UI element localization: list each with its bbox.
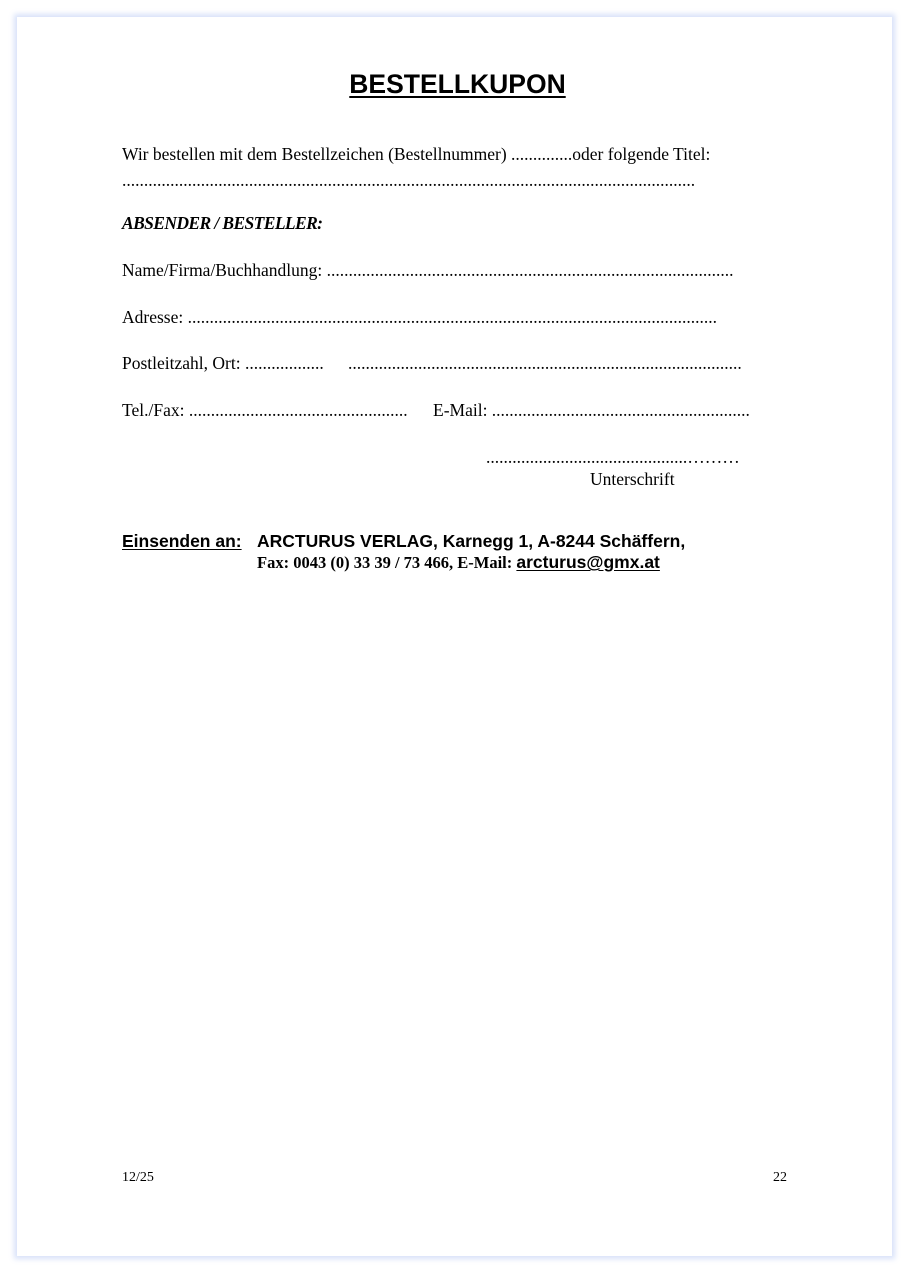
signature-label: Unterschrift [590, 469, 675, 489]
city-field: .......................................................................................... [348, 353, 742, 373]
publisher-email-link[interactable]: arcturus@gmx.at [516, 552, 660, 572]
address-field: Adresse: ......................................................................................................................... [122, 307, 717, 327]
send-to-label: Einsenden an: [122, 531, 242, 551]
page-number: 22 [773, 1170, 787, 1185]
page-title: BESTELLKUPON [349, 69, 566, 99]
publisher-fax: Fax: 0043 (0) 33 39 / 73 466, E-Mail: [257, 553, 517, 572]
name-field: Name/Firma/Buchhandlung: ............................................................................................. [122, 260, 734, 280]
email-field: E-Mail: ........................................................... [433, 400, 750, 420]
tel-fax-field: Tel./Fax: .................................................. [122, 400, 408, 420]
order-intro-text: Wir bestellen mit dem Bestellzeichen (Bestellnummer) ..............oder folgende Titel: [122, 144, 711, 164]
sender-heading: ABSENDER / BESTELLER: [122, 213, 323, 233]
signature-line: ..............................................……… [486, 447, 740, 467]
postal-code-field: Postleitzahl, Ort: .................. [122, 353, 324, 373]
publisher-address: ARCTURUS VERLAG, Karnegg 1, A-8244 Schäffern, [257, 531, 686, 551]
document-page [17, 17, 892, 1256]
publisher-contact [257, 552, 660, 573]
footer-date: 12/25 [122, 1170, 154, 1185]
order-titles-line: ................................................................................................................................... [122, 170, 696, 190]
